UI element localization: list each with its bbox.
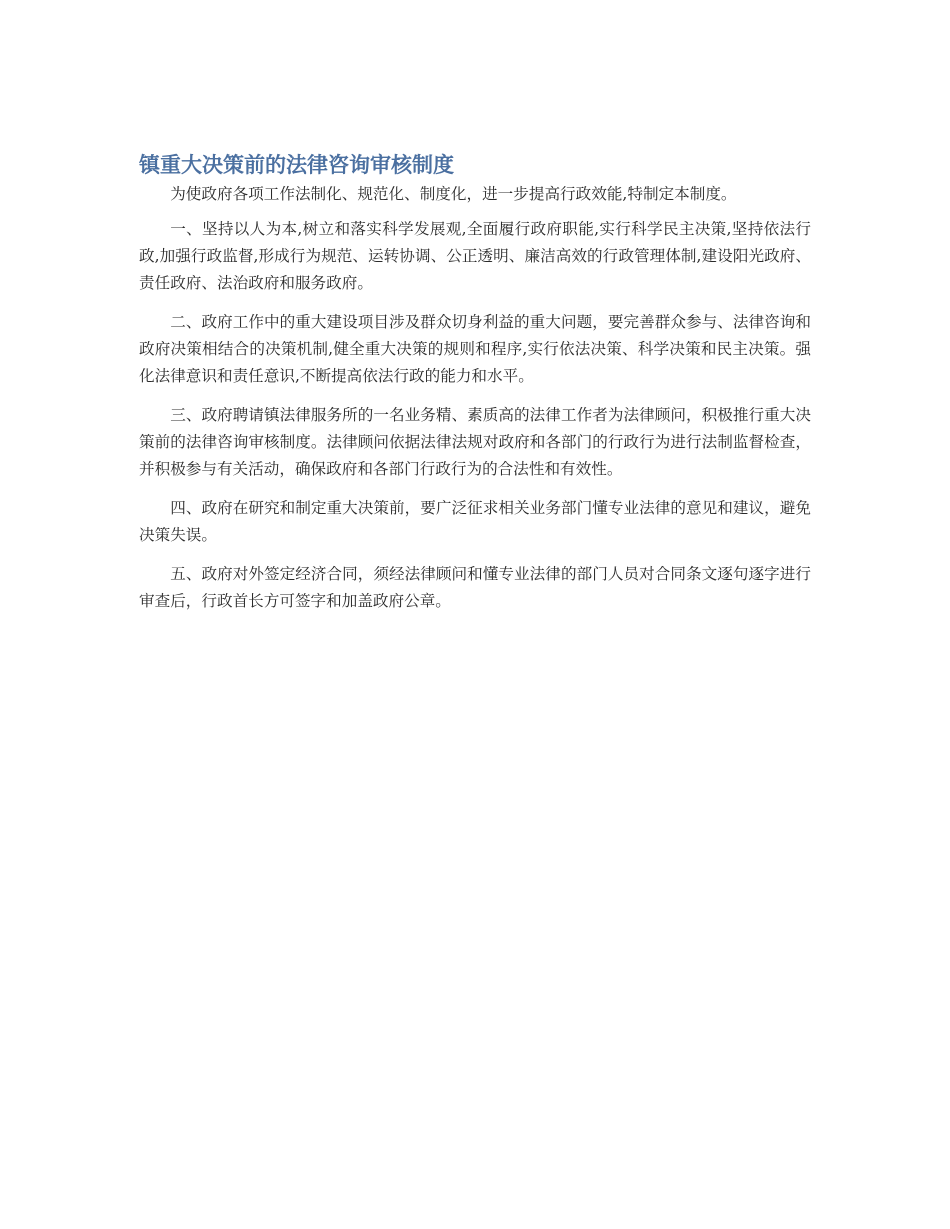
paragraph-intro: 为使政府各项工作法制化、规范化、制度化，进一步提高行政效能,特制定本制度。: [170, 185, 737, 203]
paragraph-section-4: 四、政府在研究和制定重大决策前，要广泛征求相关业务部门懂专业法律的意见和建议，避免决策失误。: [139, 499, 811, 544]
document-body: [139, 181, 811, 627]
paragraph-section-2: 二、政府工作中的重大建设项目涉及群众切身利益的重大问题，要完善群众参与、法律咨询和政府决策相结合的决策机制,健全重大决策的规则和程序,实行依法决策、科学决策和民主决策。强化法律意识和责任意识,不断提高依法行政的能力和水平。: [139, 313, 811, 385]
paragraph-section-3: 三、政府聘请镇法律服务所的一名业务精、素质高的法律工作者为法律顾问，积极推行重大决策前的法律咨询审核制度。法律顾问依据法律法规对政府和各部门的行政行为进行法制监督检查，并积极参与有关活动，确保政府和各部门行政行为的合法性和有效性。: [139, 406, 811, 478]
paragraph-section-1: 一、坚持以人为本,树立和落实科学发展观,全面履行政府职能,实行科学民主决策,坚持依法行政,加强行政监督,形成行为规范、运转协调、公正透明、廉洁高效的行政管理体制,建设阳光政府、责任政府、法治政府和服务政府。: [139, 220, 811, 292]
paragraph-section-5: 五、政府对外签定经济合同，须经法律顾问和懂专业法律的部门人员对合同条文逐句逐字进行审查后，行政首长方可签字和加盖政府公章。: [139, 565, 811, 610]
document-title: 镇重大决策前的法律咨询审核制度: [139, 153, 454, 177]
